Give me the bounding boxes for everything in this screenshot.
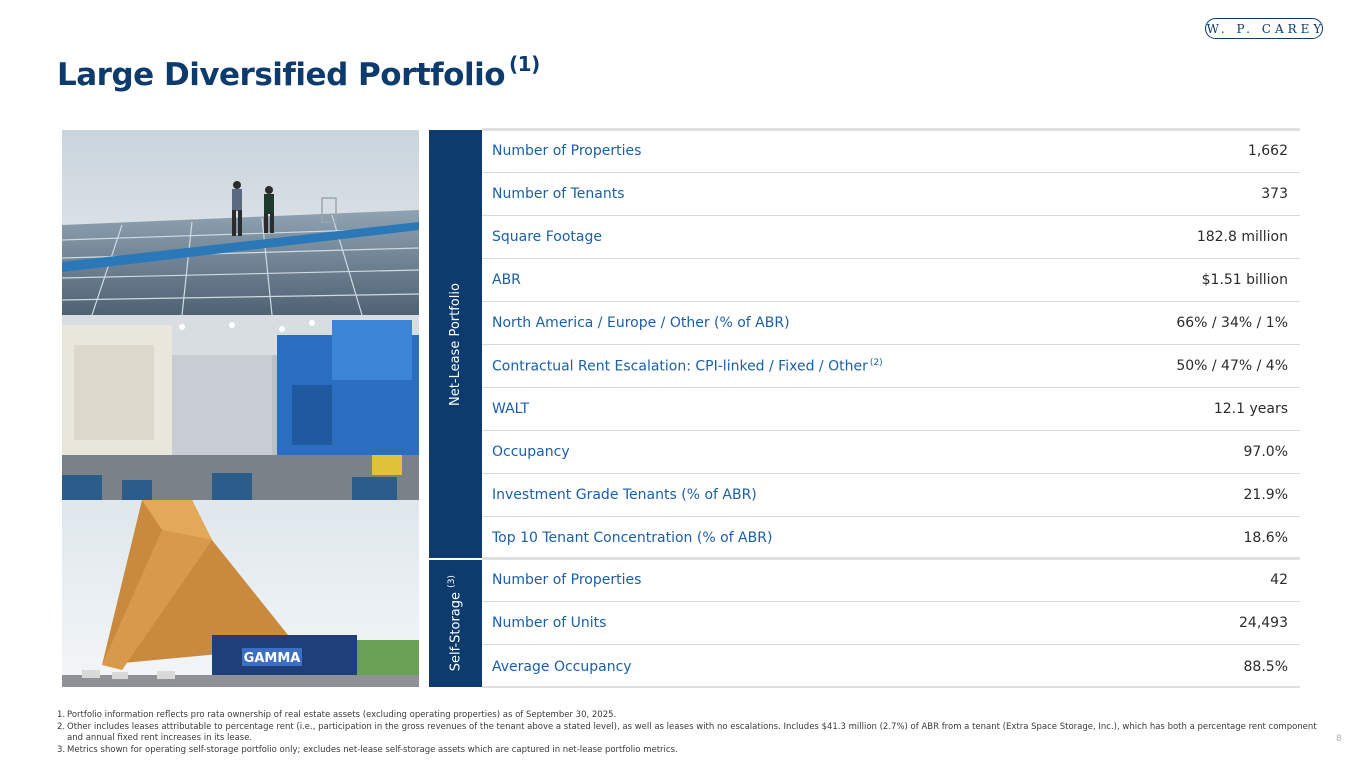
metric-value: 42 <box>1270 572 1288 588</box>
net-lease-portfolio-band <box>429 130 482 558</box>
metric-footnote-ref: (2) <box>869 357 883 368</box>
storage-row-average-occupancy <box>482 645 1300 688</box>
footnote-item <box>57 722 1317 745</box>
self-storage-label-text: Self-Storage <box>448 592 464 672</box>
self-storage-band <box>429 560 482 687</box>
metric-row-rent-escalation <box>482 345 1300 388</box>
metric-label: North America / Europe / Other (% of ABR) <box>492 315 790 331</box>
metric-row-occupancy <box>482 431 1300 474</box>
gamma-store-photo <box>62 500 419 687</box>
metric-label: Occupancy <box>492 444 570 460</box>
solar-roof-photo <box>62 130 419 315</box>
metric-value: $1.51 billion <box>1201 272 1288 288</box>
footnote-item <box>57 710 1317 722</box>
metric-row-top-10-concentration <box>482 516 1300 559</box>
self-storage-footnote-ref: (3) <box>447 575 458 589</box>
metric-row-square-footage <box>482 216 1300 259</box>
metric-value: 21.9% <box>1243 487 1288 503</box>
metric-label: Number of Units <box>492 615 607 631</box>
metric-label: Number of Properties <box>492 572 642 588</box>
footnote-text: Metrics shown for operating self-storage portfolio only; excludes net-lease self-storage assets which are captured in net-lease portfolio metrics. <box>67 744 678 755</box>
page-title <box>57 52 540 93</box>
page-title-footnote-ref: (1) <box>509 52 540 76</box>
metric-value: 182.8 million <box>1196 229 1288 245</box>
storage-row-number-of-units <box>482 602 1300 645</box>
metric-label <box>492 358 883 375</box>
metric-row-geography <box>482 302 1300 345</box>
metric-value: 12.1 years <box>1213 401 1288 417</box>
footnote-text: Other includes leases attributable to percentage rent (i.e., participation in the gross revenues of the tenant above a stated level), as well as leases with no escalations. Includes $41.3 million (2.7%) of ABR from a tenant (Extra Space Storage, Inc.), which has both a percentage rent component and annual fixed rent increases in its lease. <box>67 721 1317 743</box>
footnote-item <box>57 745 1317 757</box>
footnote-number: 2. <box>57 721 66 732</box>
footnote-number: 3. <box>57 744 66 755</box>
footnote-number: 1. <box>57 710 66 720</box>
metric-value: 373 <box>1261 186 1288 202</box>
metric-row-number-of-properties <box>482 130 1300 173</box>
metric-value: 18.6% <box>1243 529 1288 546</box>
metric-value: 88.5% <box>1243 658 1288 675</box>
metric-value: 97.0% <box>1243 444 1288 460</box>
page-number: 8 <box>1336 734 1342 744</box>
metric-value: 66% / 34% / 1% <box>1176 315 1288 331</box>
metric-label: Top 10 Tenant Concentration (% of ABR) <box>492 529 773 546</box>
footnote-text: Portfolio information reflects pro rata ownership of real estate assets (excluding operating properties) as of September 30, 2025. <box>67 710 617 720</box>
metric-label: WALT <box>492 401 530 417</box>
metric-label: Investment Grade Tenants (% of ABR) <box>492 487 757 503</box>
storage-row-number-of-properties <box>482 559 1300 602</box>
metric-row-number-of-tenants <box>482 173 1300 216</box>
factory-interior-photo <box>62 315 419 500</box>
metric-label: Average Occupancy <box>492 658 632 675</box>
metric-label: Number of Tenants <box>492 186 625 202</box>
gamma-logo-graphic: GAMMA <box>243 651 301 666</box>
metric-label: ABR <box>492 272 521 288</box>
metric-label: Square Footage <box>492 229 602 245</box>
company-logo: W. P. CAREY <box>1205 18 1323 39</box>
metric-value: 24,493 <box>1239 615 1288 631</box>
metric-value: 1,662 <box>1247 143 1288 159</box>
metric-label: Number of Properties <box>492 143 642 159</box>
metric-row-investment-grade <box>482 474 1300 517</box>
metric-label-text: Contractual Rent Escalation: CPI-linked / Fixed / Other <box>492 358 868 375</box>
metric-row-abr <box>482 259 1300 302</box>
net-lease-portfolio-label: Net-Lease Portfolio <box>448 282 463 406</box>
footnotes <box>57 710 1317 756</box>
page-title-text: Large Diversified Portfolio <box>57 57 506 93</box>
metric-row-walt <box>482 388 1300 431</box>
metric-value: 50% / 47% / 4% <box>1176 358 1288 374</box>
self-storage-label <box>447 575 463 671</box>
